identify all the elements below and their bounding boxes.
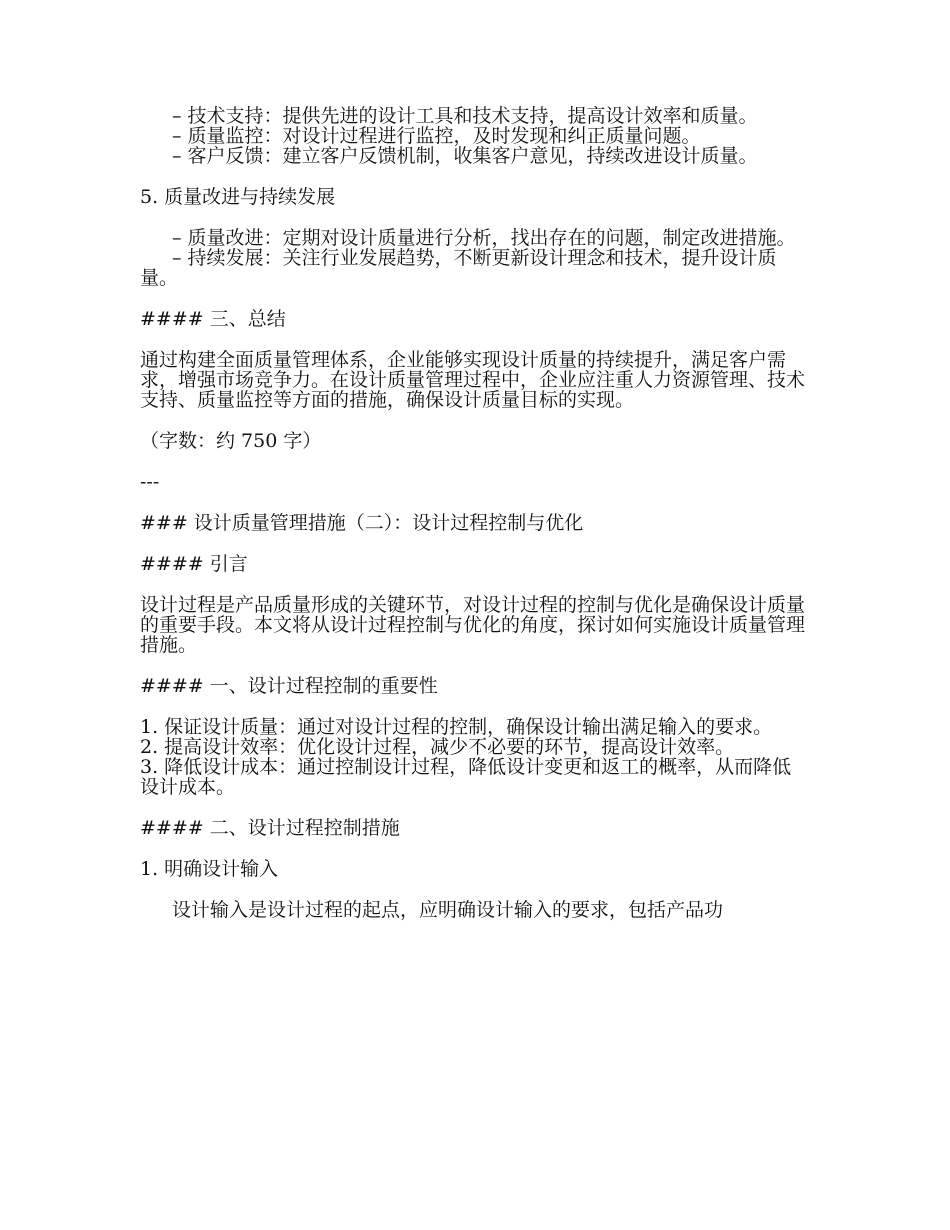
- importance-heading: #### 一、设计过程控制的重要性: [140, 675, 438, 697]
- bullet-tech-support: – 技术支持：提供先进的设计工具和技术支持，提高设计效率和质量。: [172, 105, 758, 127]
- intro-heading: #### 引言: [140, 553, 248, 575]
- bullet-continuous-dev: – 持续发展：关注行业发展趋势，不断更新设计理念和技术，提升设计质量。: [140, 247, 777, 289]
- importance-item-3: 3. 降低设计成本：通过控制设计过程，降低设计变更和返工的概率，从而降低设计成本。: [140, 756, 792, 798]
- importance-item-1: 1. 保证设计质量：通过对设计过程的控制，确保设计输出满足输入的要求。: [140, 716, 773, 738]
- word-count: （字数：约 750 字）: [140, 430, 322, 452]
- bullet-quality-improve: – 质量改进：定期对设计质量进行分析，找出存在的问题，制定改进措施。: [172, 227, 796, 249]
- article-2-title: ### 设计质量管理措施（二）：设计过程控制与优化: [140, 512, 584, 534]
- summary-paragraph: 通过构建全面质量管理体系，企业能够实现设计质量的持续提升，满足客户需求，增强市场竞争力。在设计质量管理过程中，企业应注重人力资源管理、技术支持、质量监控等方面的措施，确保设计质量目标的实现。: [140, 349, 806, 411]
- measure-1-heading: 1. 明确设计输入: [140, 858, 279, 880]
- bullet-quality-monitor: – 质量监控：对设计过程进行监控，及时发现和纠正质量问题。: [172, 125, 701, 147]
- summary-heading: #### 三、总结: [140, 308, 286, 330]
- separator: ---: [140, 471, 160, 493]
- measures-heading: #### 二、设计过程控制措施: [140, 817, 400, 839]
- section-5-heading: 5. 质量改进与持续发展: [140, 186, 336, 208]
- intro-paragraph: 设计过程是产品质量形成的关键环节，对设计过程的控制与优化是确保设计质量的重要手段。本文将从设计过程控制与优化的角度，探讨如何实施设计质量管理措施。: [140, 594, 806, 656]
- bullet-customer-feedback: – 客户反馈：建立客户反馈机制，收集客户意见，持续改进设计质量。: [172, 145, 758, 167]
- document-body: [140, 106, 805, 920]
- importance-item-2: 2. 提高设计效率：优化设计过程，减少不必要的环节，提高设计效率。: [140, 736, 735, 758]
- measure-1-paragraph: 设计输入是设计过程的起点，应明确设计输入的要求，包括产品功: [172, 899, 724, 921]
